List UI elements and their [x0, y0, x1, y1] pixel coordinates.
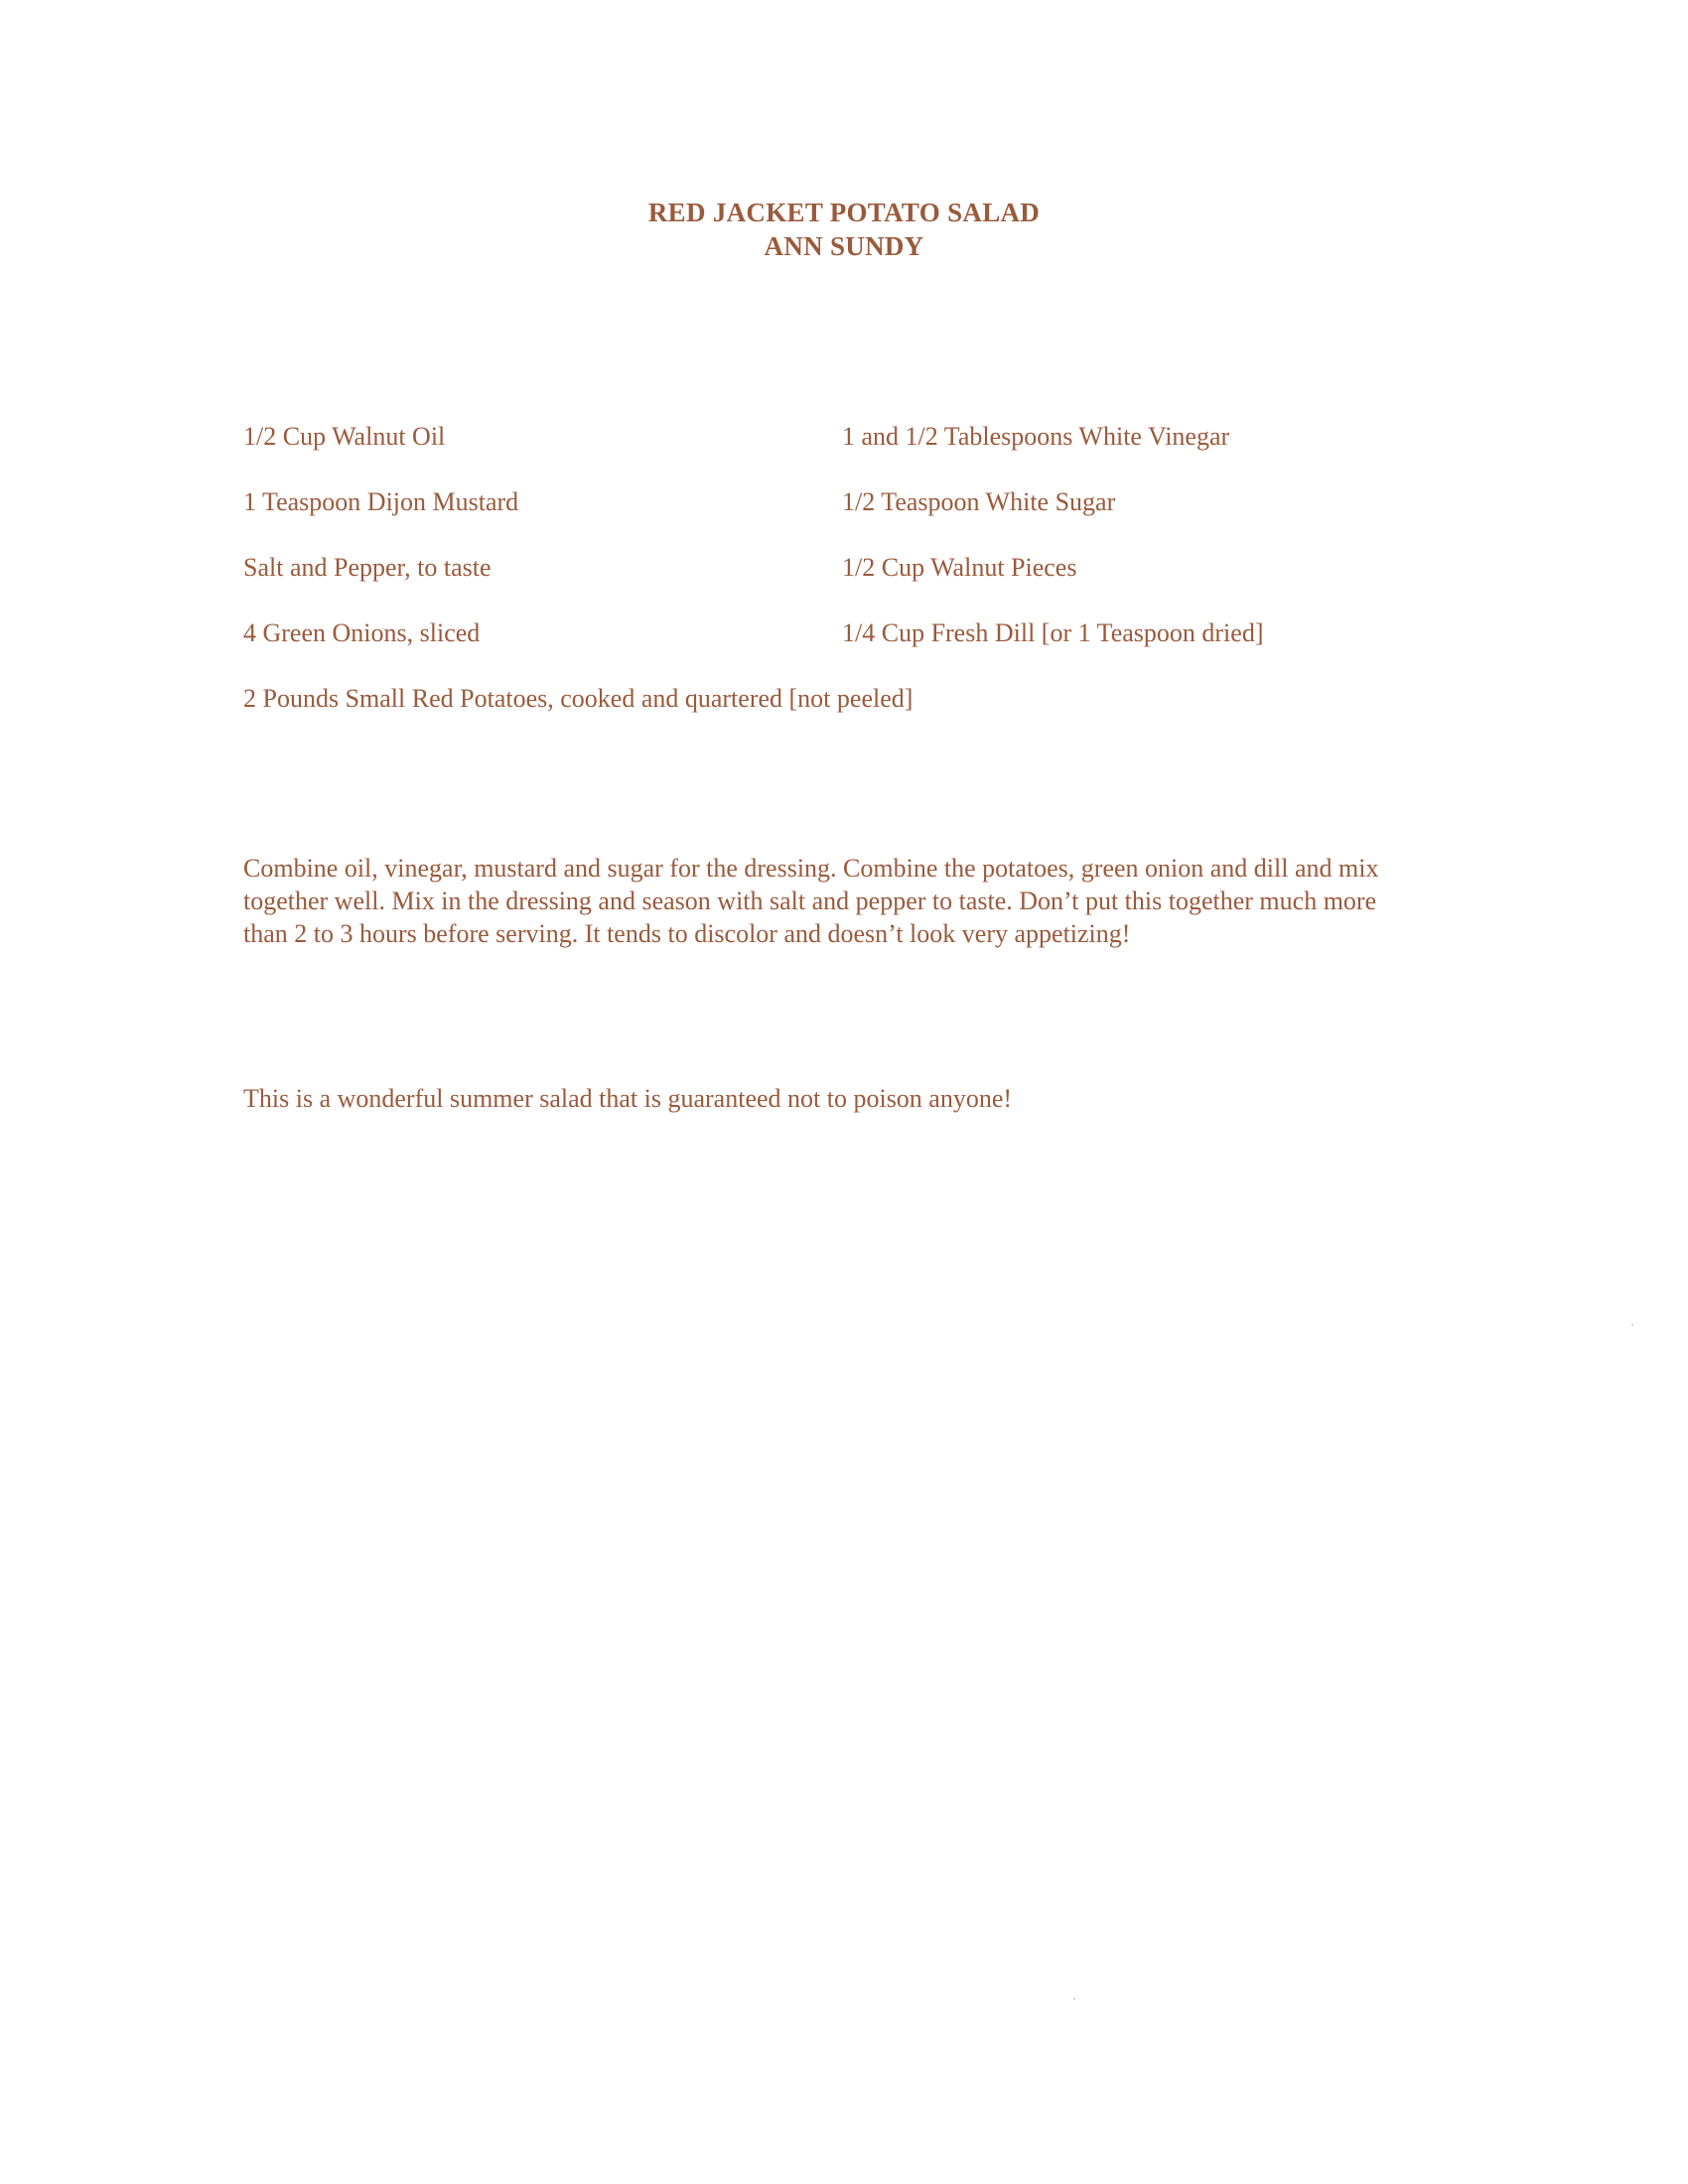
scan-speck [1073, 1998, 1075, 1999]
ingredient-item: 1 Teaspoon Dijon Mustard [243, 487, 519, 516]
recipe-header [0, 196, 1688, 263]
ingredient-item: Salt and Pepper, to taste [243, 553, 492, 582]
ingredient-item: 4 Green Onions, sliced [243, 618, 481, 647]
scan-speck [1631, 1324, 1633, 1325]
ingredient-item: 1 and 1/2 Tablespoons White Vinegar [842, 422, 1230, 451]
ingredient-item: 2 Pounds Small Red Potatoes, cooked and quartered [not peeled] [243, 684, 914, 713]
ingredient-row [243, 422, 1435, 487]
ingredient-row [243, 684, 1435, 750]
recipe-title: RED JACKET POTATO SALAD [647, 198, 1041, 227]
ingredient-item: 1/2 Cup Walnut Oil [243, 422, 446, 451]
ingredient-row [243, 618, 1435, 684]
directions-paragraph: Combine oil, vinegar, mustard and sugar for the dressing. Combine the potatoes, green onion and dill and mix together well. Mix in the dressing and season with salt and pepper to taste. Don’t put this together much more than 2 to 3 hours before serving. It tends to discolor and doesn’t look very appetizing! [243, 854, 1379, 948]
ingredient-row [243, 553, 1435, 618]
ingredient-item: 1/2 Teaspoon White Sugar [842, 487, 1116, 516]
ingredient-item: 1/4 Cup Fresh Dill [or 1 Teaspoon dried] [842, 618, 1264, 647]
recipe-author: ANN SUNDY [764, 231, 924, 261]
ingredient-row [243, 487, 1435, 553]
ingredient-item: 1/2 Cup Walnut Pieces [842, 553, 1077, 582]
ingredients-list [243, 422, 1435, 750]
closing-note: This is a wonderful summer salad that is guaranteed not to poison anyone! [243, 1084, 1013, 1113]
